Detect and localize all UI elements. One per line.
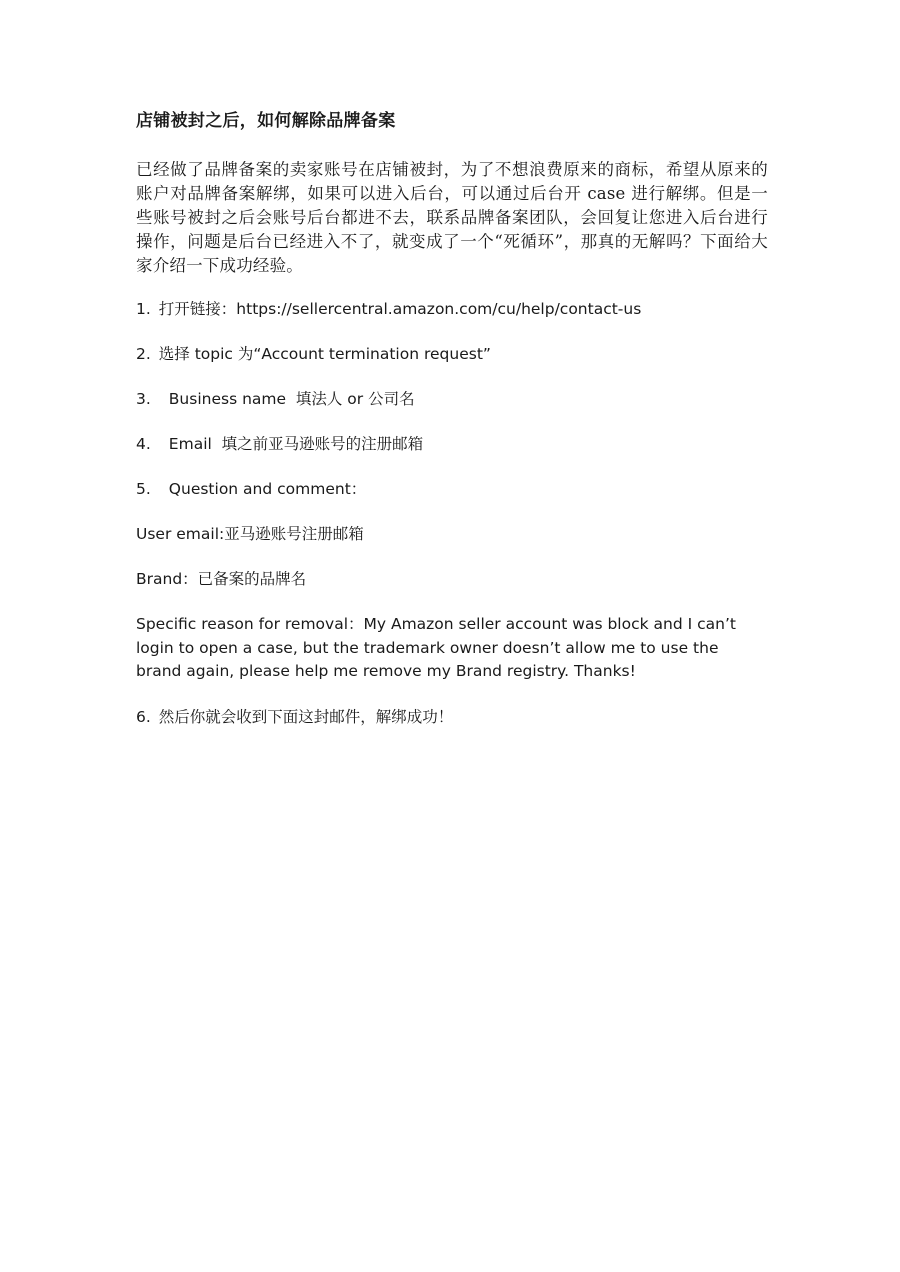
step-6: [136, 706, 768, 729]
step-number: 1.: [136, 300, 151, 318]
step-4: [136, 433, 768, 456]
step-text: Question and comment：: [168, 480, 367, 498]
document-page: [136, 108, 768, 751]
step-number: 2.: [136, 345, 151, 363]
step-text: 然后你就会收到下面这封邮件，解绑成功！: [158, 707, 454, 726]
step-2: [136, 343, 768, 366]
step-text: Email 填之前亚马逊账号的注册邮箱: [168, 435, 424, 453]
step-text: Business name 填法人 or 公司名: [168, 390, 415, 408]
brand-line: Brand：已备案的品牌名: [136, 570, 307, 588]
step-number: 3.: [136, 390, 151, 408]
step-5: [136, 478, 768, 501]
step-text: 选择 topic 为“Account termination request”: [158, 345, 491, 363]
step-number: 6.: [136, 707, 151, 726]
step-1: [136, 298, 768, 321]
intro-paragraph: 已经做了品牌备案的卖家账号在店铺被封，为了不想浪费原来的商标，希望从原来的账户对品牌备案解绑，如果可以进入后台，可以通过后台开 case 进行解绑。但是一些账号被封之后会账号后台都进不去，联系品牌备案团队，会回复让您进入后台进行操作，问题是后台已经进入不了，就变成了一个“死循环”，那真的无解吗？下面给大家介绍一下成功经验。: [136, 160, 768, 275]
removal-reason-paragraph: Specific reason for removal：My Amazon seller account was block and I can’t login to open a case, but the trademark owner doesn’t allow me to use the brand again, please help me remove my Brand registry. Thanks!: [136, 615, 736, 680]
step-text: 打开链接：https://sellercentral.amazon.com/cu/help/contact-us: [158, 300, 642, 318]
step-number: 4.: [136, 435, 151, 453]
user-email-line: User email:亚马逊账号注册邮箱: [136, 525, 364, 543]
step-number: 5.: [136, 480, 151, 498]
step-3: [136, 388, 768, 411]
document-title: 店铺被封之后，如何解除品牌备案: [136, 111, 396, 131]
